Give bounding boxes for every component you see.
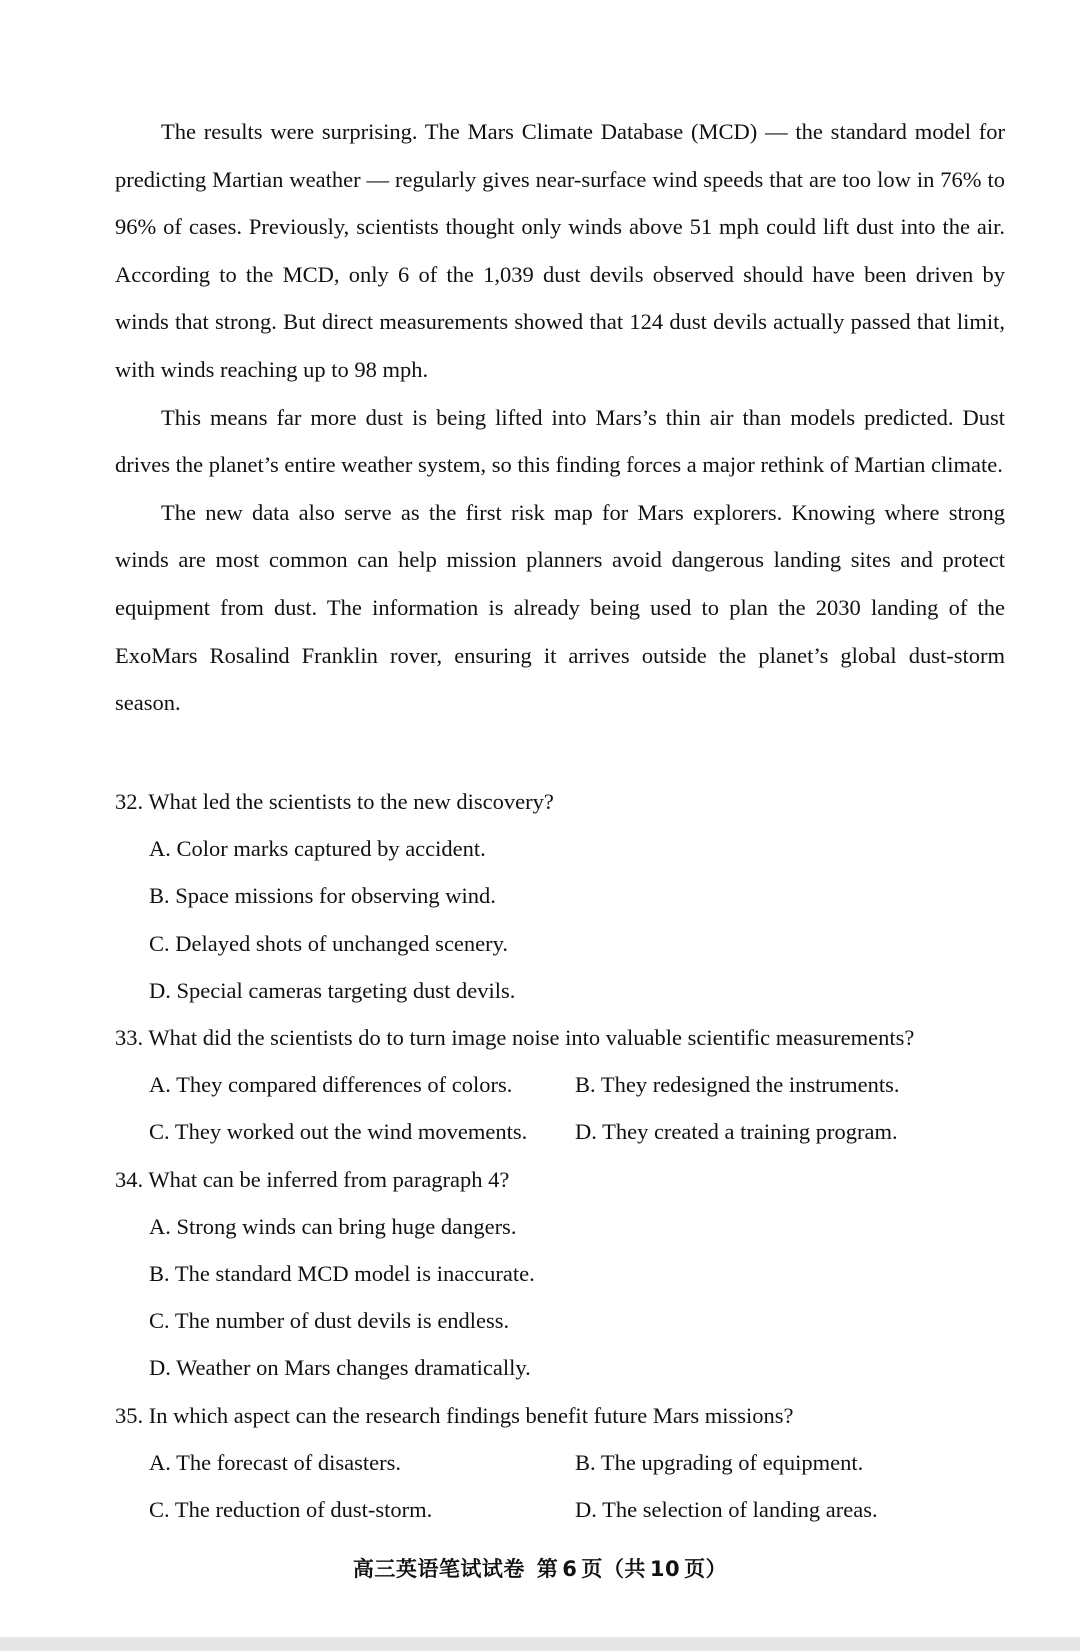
option-row [115,1108,1005,1155]
option-a: A. Strong winds can bring huge dangers. [149,1213,517,1239]
option-c: C. The reduction of dust-storm. [149,1497,433,1523]
option-b: B. The upgrading of equipment. [575,1449,864,1475]
option-a: A. The forecast of disasters. [149,1449,402,1475]
question-stem: 35. In which aspect can the research findings benefit future Mars missions? [115,1402,794,1428]
question-33 [115,1014,1005,1156]
question-32 [115,778,1005,1014]
option-b: B. The standard MCD model is inaccurate. [149,1261,535,1287]
question-34 [115,1156,1005,1392]
passage-paragraph: This means far more dust is being lifted into Mars’s thin air than models predicted. Dust drives the planet’s entire weather system, so this finding forces a major rethink of Martian climate. [115,404,1005,478]
reading-passage [115,108,1005,727]
option-d: D. Weather on Mars changes dramatically. [149,1355,531,1381]
option-row [115,1439,1005,1486]
scan-edge [0,1637,1080,1651]
total-suffix: 页） [684,1557,728,1581]
passage-paragraph: The results were surprising. The Mars Climate Database (MCD) — the standard model for predicting Martian weather — regularly gives near-surface wind speeds that are too low in 76% to 96% of cases. Previously, scientists thought only winds above 51 mph could lift dust into the air. According to the MCD, only 6 of the 1,039 dust devils observed should have been driven by winds that strong. But direct measurements showed that 124 dust devils actually passed that limit, with winds reaching up to 98 mph. [115,119,1005,382]
option-d: D. Special cameras targeting dust devils. [149,977,516,1003]
page-prefix: 第 [536,1557,559,1581]
option-c: C. Delayed shots of unchanged scenery. [149,930,509,956]
option-c: C. They worked out the wind movements. [149,1119,528,1145]
question-stem: 32. What led the scientists to the new discovery? [115,789,554,814]
total-pages: 10 [649,1557,681,1581]
question-35 [115,1392,1005,1534]
option-a: A. Color marks captured by accident. [149,836,486,862]
option-d: D. The selection of landing areas. [575,1497,878,1523]
option-a: A. They compared differences of colors. [149,1072,513,1098]
page-suffix: 页（共 [581,1557,646,1581]
option-d: D. They created a training program. [575,1119,898,1145]
question-stem: 33. What did the scientists do to turn image noise into valuable scientific measurements? [115,1025,915,1051]
page-number: 6 [562,1557,578,1581]
passage-paragraph: The new data also serve as the first risk map for Mars explorers. Knowing where strong winds are most common can help mission planners avoid dangerous landing sites and protect equipment from dust. The information is already being used to plan the 2030 landing of the ExoMars Rosalind Franklin rover, ensuring it arrives outside the planet’s global dust-storm season. [115,499,1005,716]
page-footer [0,1553,1080,1583]
option-row [115,1061,1005,1108]
question-stem: 34. What can be inferred from paragraph 4? [115,1166,510,1192]
option-b: B. Space missions for observing wind. [149,883,496,909]
question-list [115,778,1005,1533]
option-b: B. They redesigned the instruments. [575,1072,900,1098]
option-c: C. The number of dust devils is endless. [149,1308,510,1334]
option-row [115,1486,1005,1533]
exam-title: 高三英语笔试试卷 [352,1557,525,1581]
